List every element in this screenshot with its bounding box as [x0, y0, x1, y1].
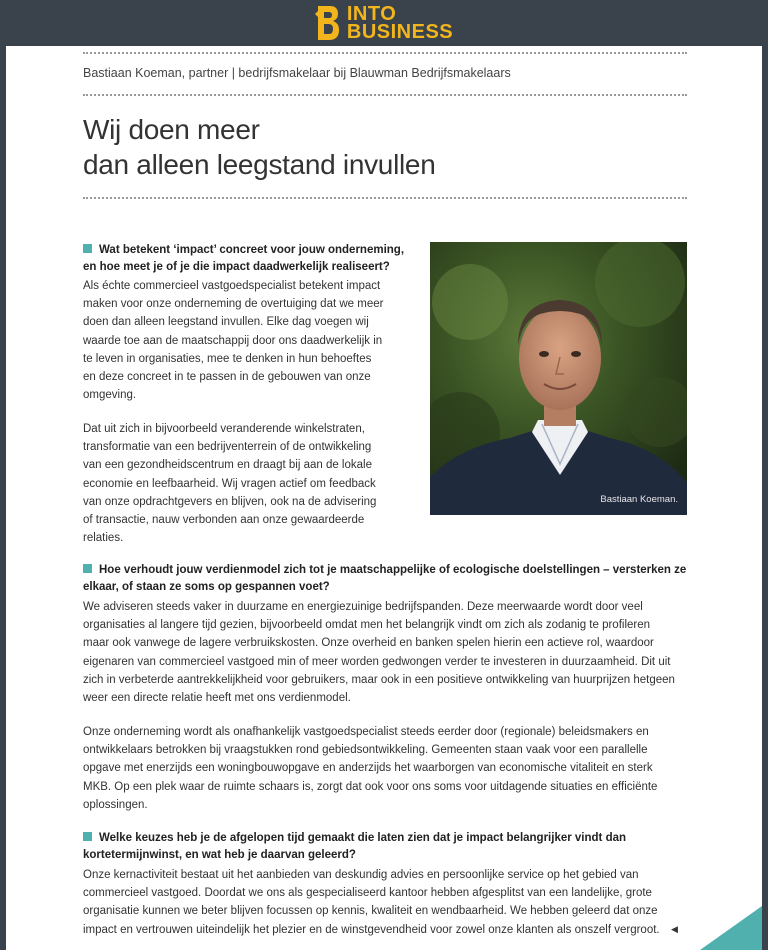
text-line: omgeving.	[83, 389, 137, 402]
text-line: MKB. Op een plek waar de ruimte schaars is, zorgt dat ook voor ons soms voor uitdagende situaties en efficiënte	[83, 780, 658, 793]
square-bullet-icon	[83, 244, 92, 253]
headline-line1: Wij doen meer	[83, 114, 260, 145]
dotted-divider	[83, 94, 687, 96]
text-line: doen dan alleen leegstand invullen. Elke dag voegen wij	[83, 316, 369, 329]
text-line: te leven in organisaties, mee te denken in hun behoeftes	[83, 352, 372, 365]
text-line: maken voor onze onderneming de overtuiging dat we meer	[83, 298, 384, 311]
question-1	[83, 242, 404, 276]
text-line: relaties.	[83, 532, 124, 545]
text-line: ontwikkelaars betrokken bij vraagstukken rond gebiedsontwikkeling. Gemeenten staan vaak voor een parallelle	[83, 744, 648, 757]
text-line: Dat uit zich in bijvoorbeeld veranderende winkelstraten,	[83, 423, 365, 435]
answer-1-paragraph-1	[83, 277, 383, 404]
portrait-illustration	[430, 242, 687, 515]
top-bar	[0, 0, 768, 46]
corner-accent	[700, 906, 762, 950]
text-line: oplossingen.	[83, 798, 148, 811]
text-line: Onze onderneming wordt als onafhankelijk vastgoedspecialist steeds eerder door (regionale) beleidsmakers en	[83, 726, 649, 738]
question-1-line2: en hoe meet je of je die impact daadwerkelijk realiseert?	[83, 261, 390, 273]
text-line: maar ook vanwege de lagere verbruikskosten. Onze overheid en banken spelen hierin een actieve rol, waardoor	[83, 637, 654, 650]
text-line: weer een directe relatie heeft met ons verdienmodel.	[83, 692, 351, 705]
article-page	[6, 46, 762, 950]
question-3	[83, 830, 626, 864]
text-line: waarde toe aan de maatschappij door ons daadwerkelijk in	[83, 334, 383, 347]
text-line: eigenaren van commercieel vastgoed min of meer worden gedwongen verder te investeren in duurzaamheid. Dit uit	[83, 655, 671, 668]
text-line: zich in verbeterde aantrekkelijkheid voor gebruikers, maar ook in een positieve ontwikkeling van huurprijzen hetgeen	[83, 673, 675, 686]
dotted-divider	[83, 52, 687, 54]
square-bullet-icon	[83, 832, 92, 841]
text-line: Als échte commercieel vastgoedspecialist betekent impact	[83, 280, 381, 292]
dotted-divider	[83, 197, 687, 199]
text-line: of transactie, nauw verbonden aan onze gewaardeerde	[83, 514, 365, 527]
portrait-photo	[430, 242, 687, 515]
answer-2-paragraph-1	[83, 598, 675, 707]
answer-3-paragraph-1	[83, 866, 660, 939]
text-line: van onze opdrachtgevers en blijven, ook na de advisering	[83, 495, 377, 508]
byline: Bastiaan Koeman, partner | bedrijfsmakelaar bij Blauwman Bedrijfsmakelaars	[83, 66, 511, 80]
photo-caption: Bastiaan Koeman.	[600, 494, 678, 505]
question-3-line2: kortetermijnwinst, en wat heb je daarvan geleerd?	[83, 849, 356, 861]
question-2	[83, 562, 686, 596]
text-line: van een gezondheidscentrum en draagt bij aan de lokale	[83, 459, 372, 472]
logo-line2: BUSINESS	[346, 21, 454, 43]
text-line: Onze kernactiviteit bestaat uit het aanbieden van deskundig advies en persoonlijke service op het gebied van	[83, 869, 639, 881]
headline-line2: dan alleen leegstand invullen	[83, 149, 436, 180]
question-1-line1: Wat betekent ‘impact’ concreet voor jouw onderneming,	[99, 244, 405, 256]
text-line: transformatie van een bedrijventerrein of de ontwikkeling	[83, 441, 372, 454]
text-line: en deze concreet in te passen in de gebouwen van onze	[83, 371, 371, 384]
question-2-line1: Hoe verhoudt jouw verdienmodel zich tot je maatschappelijke of ecologische doelstellingen – versterken ze	[99, 564, 687, 576]
logo-line1: INTO	[346, 3, 397, 25]
text-line: impact en vertrouwen uiteindelijk het plezier en de winstgevendheid voor zowel onze klanten als onszelf vergroot.	[83, 923, 660, 936]
logo-text	[347, 5, 453, 41]
answer-1-paragraph-2	[83, 420, 376, 547]
answer-2-paragraph-2	[83, 723, 657, 814]
text-line: We adviseren steeds vaker in duurzame en energiezuinige bedrijfspanden. Deze meerwaarde wordt door veel	[83, 601, 643, 613]
question-3-line1: Welke keuzes heb je de afgelopen tijd gemaakt die laten zien dat je impact belangrijker vindt dan	[99, 832, 627, 844]
square-bullet-icon	[83, 564, 92, 573]
end-marker-icon: ◀	[671, 924, 678, 934]
headline	[83, 112, 435, 182]
text-line: organisatie kunnen we beter blijven focussen op kennis, kwaliteit en wendbaarheid. We hebben geleerd dat onze	[83, 905, 658, 918]
b-logo-icon	[315, 4, 341, 42]
text-line: economie en leefbaarheid. Wij vragen actief om feedback	[83, 477, 376, 490]
question-2-line2: elkaar, of staan ze soms op gespannen voet?	[83, 581, 330, 593]
text-line: commercieel vastgoed. Doordat we ons als gespecialiseerd kantoor hebben afgesplitst van een landelijke, grote	[83, 887, 652, 900]
text-line: opgave met enerzijds een woningbouwopgave en anderzijds het waarborgen van economische vitaliteit en sterk	[83, 762, 653, 775]
text-line: organisaties al langere tijd gezien, bijvoorbeeld omdat men het belangrijk vindt om zich als zodanig te profileren	[83, 619, 651, 632]
into-business-logo[interactable]	[315, 4, 453, 42]
